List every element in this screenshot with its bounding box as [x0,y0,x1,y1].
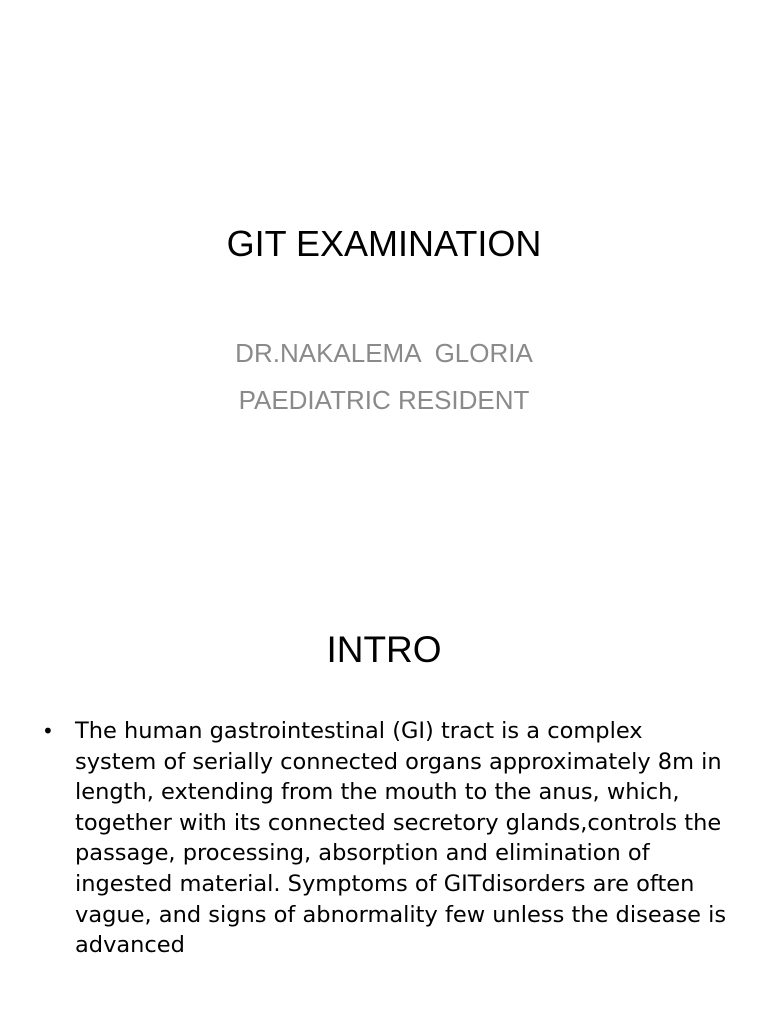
bullet-dot-icon: • [42,719,54,743]
author-name: DR.NAKALEMA GLORIA [235,338,533,368]
intro-slide [0,576,768,1024]
author-role: PAEDIATRIC RESIDENT [238,385,530,415]
slide-title: GIT EXAMINATION [226,223,542,264]
bullet-text: The human gastrointestinal (GI) tract is a complex system of serially connected organs approximately 8m in length, extending from the mouth to the anus, which, together with its connected secretory glands,controls the passage, processing, absorption and elimination of ingested material. Symptoms of GITdisorders are often vague, and signs of abnormality few unless the disease is advanced [75,718,727,959]
intro-title: INTRO [326,629,442,670]
bullet-list [40,716,730,961]
bullet-item [40,716,730,961]
